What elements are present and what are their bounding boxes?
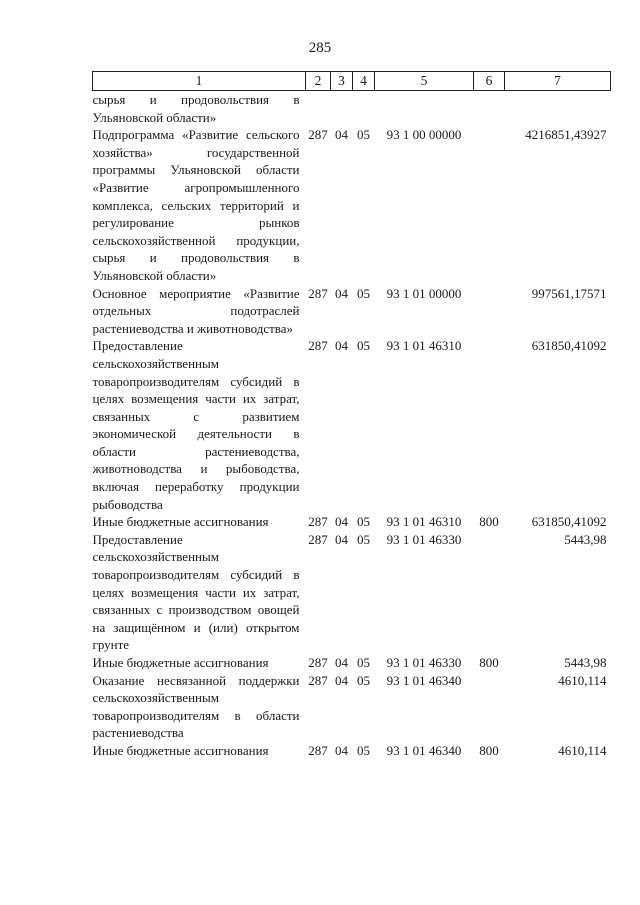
row-section-code: 04 (335, 127, 348, 143)
row-subsection-code: 05 (357, 514, 370, 530)
row-name: Предоставление сельскохозяйственным товаропроизводителям субсидий в целях возмещения части их затрат, связанных с производством овощей на защищённом и (или) открытом грунте (92, 531, 300, 653)
row-subsection-code: 05 (357, 742, 370, 758)
page-number: 285 (308, 40, 332, 56)
row-section-code: 04 (335, 672, 348, 688)
table-body (93, 91, 611, 760)
row-amount: 631850,41092 (531, 514, 607, 530)
row-expense-type (474, 91, 505, 127)
row-section-code: 04 (335, 514, 348, 530)
table-row (93, 126, 611, 284)
row-section-code: 04 (335, 742, 348, 758)
row-ministry-code: 287 (308, 655, 328, 670)
table-row (93, 742, 611, 760)
table-row (93, 91, 611, 127)
row-amount: 5443,98 (564, 531, 607, 547)
row-name: Подпрограмма «Развитие сельского хозяйства» государственной программы Ульяновской области «Развитие агропромышленного комплекса, сельских территорий и регулирование рынков сельскохозяйственной продукции, сырья и продовольствия в Ульяновской области» (92, 127, 300, 283)
row-subsection-code: 05 (357, 531, 370, 547)
row-ministry-code (306, 91, 331, 127)
column-header-section: 3 (331, 72, 353, 91)
row-name: Иные бюджетные ассигнования (92, 742, 269, 758)
row-expense-type (474, 531, 505, 654)
column-header-target-article: 5 (375, 72, 474, 91)
row-name: Оказание несвязанной поддержки сельскохозяйственным товаропроизводителям в области растениеводства (92, 672, 300, 741)
row-name: Иные бюджетные ассигнования (92, 514, 269, 530)
column-header-expense-type: 6 (474, 72, 505, 91)
table-row (93, 337, 611, 513)
row-target-article (375, 91, 474, 127)
row-subsection-code: 05 (357, 655, 370, 670)
table-row (93, 285, 611, 338)
row-name: сырья и продовольствия в Ульяновской области» (92, 92, 300, 125)
row-expense-type (474, 672, 505, 742)
row-expense-type (474, 337, 505, 513)
row-amount: 4216851,43927 (525, 127, 607, 143)
row-target-article: 93 1 01 00000 (386, 285, 462, 301)
row-section-code: 04 (335, 531, 348, 547)
column-header-ministry: 2 (306, 72, 331, 91)
row-section-code: 04 (335, 655, 348, 670)
row-expense-type (474, 285, 505, 338)
row-ministry-code: 287 (308, 285, 328, 301)
row-target-article: 93 1 01 46330 (386, 531, 462, 547)
row-ministry-code: 287 (308, 338, 328, 354)
budget-table (92, 71, 611, 760)
row-target-article: 93 1 01 46340 (386, 742, 462, 758)
column-header-name: 1 (93, 72, 306, 91)
row-amount: 4610,114 (558, 672, 607, 688)
row-target-article: 93 1 01 46310 (386, 514, 462, 530)
row-amount: 997561,17571 (531, 285, 607, 301)
table-row (93, 672, 611, 742)
row-target-article: 93 1 00 00000 (386, 127, 462, 143)
row-target-article: 93 1 01 46340 (386, 672, 462, 688)
row-name: Иные бюджетные ассигнования (92, 655, 269, 670)
row-expense-type: 800 (479, 742, 499, 758)
row-subsection-code: 05 (357, 672, 370, 688)
row-ministry-code: 287 (308, 127, 328, 143)
row-ministry-code: 287 (308, 672, 328, 688)
row-ministry-code: 287 (308, 742, 328, 758)
table-header-row (93, 72, 611, 91)
row-target-article: 93 1 01 46310 (386, 338, 462, 354)
row-subsection-code: 05 (357, 338, 370, 354)
row-expense-type (474, 126, 505, 284)
table-row (93, 513, 611, 531)
row-ministry-code: 287 (308, 531, 328, 547)
row-section-code: 04 (335, 338, 348, 354)
row-target-article: 93 1 01 46330 (386, 655, 462, 670)
row-ministry-code: 287 (308, 514, 328, 530)
row-section-code (331, 91, 353, 127)
row-amount: 631850,41092 (531, 338, 607, 354)
row-name: Основное мероприятие «Развитие отдельных подотраслей растениеводства и животноводства» (92, 285, 300, 336)
row-subsection-code: 05 (357, 285, 370, 301)
row-amount: 5443,98 (564, 655, 607, 670)
table-row (93, 654, 611, 672)
row-amount (505, 91, 611, 127)
row-subsection-code (353, 91, 375, 127)
row-expense-type: 800 (479, 514, 499, 530)
row-amount: 4610,114 (558, 742, 607, 758)
column-header-amount: 7 (505, 72, 611, 91)
row-subsection-code: 05 (357, 127, 370, 143)
table-row (93, 531, 611, 654)
row-section-code: 04 (335, 285, 348, 301)
row-expense-type: 800 (479, 655, 499, 670)
column-header-subsection: 4 (353, 72, 375, 91)
row-name: Предоставление сельскохозяйственным товаропроизводителям субсидий в целях возмещения части их затрат, связанных с развитием экономической деятельности в области растениеводства, животноводства и рыбоводства, включая переработку продукции рыбоводства (92, 338, 300, 512)
